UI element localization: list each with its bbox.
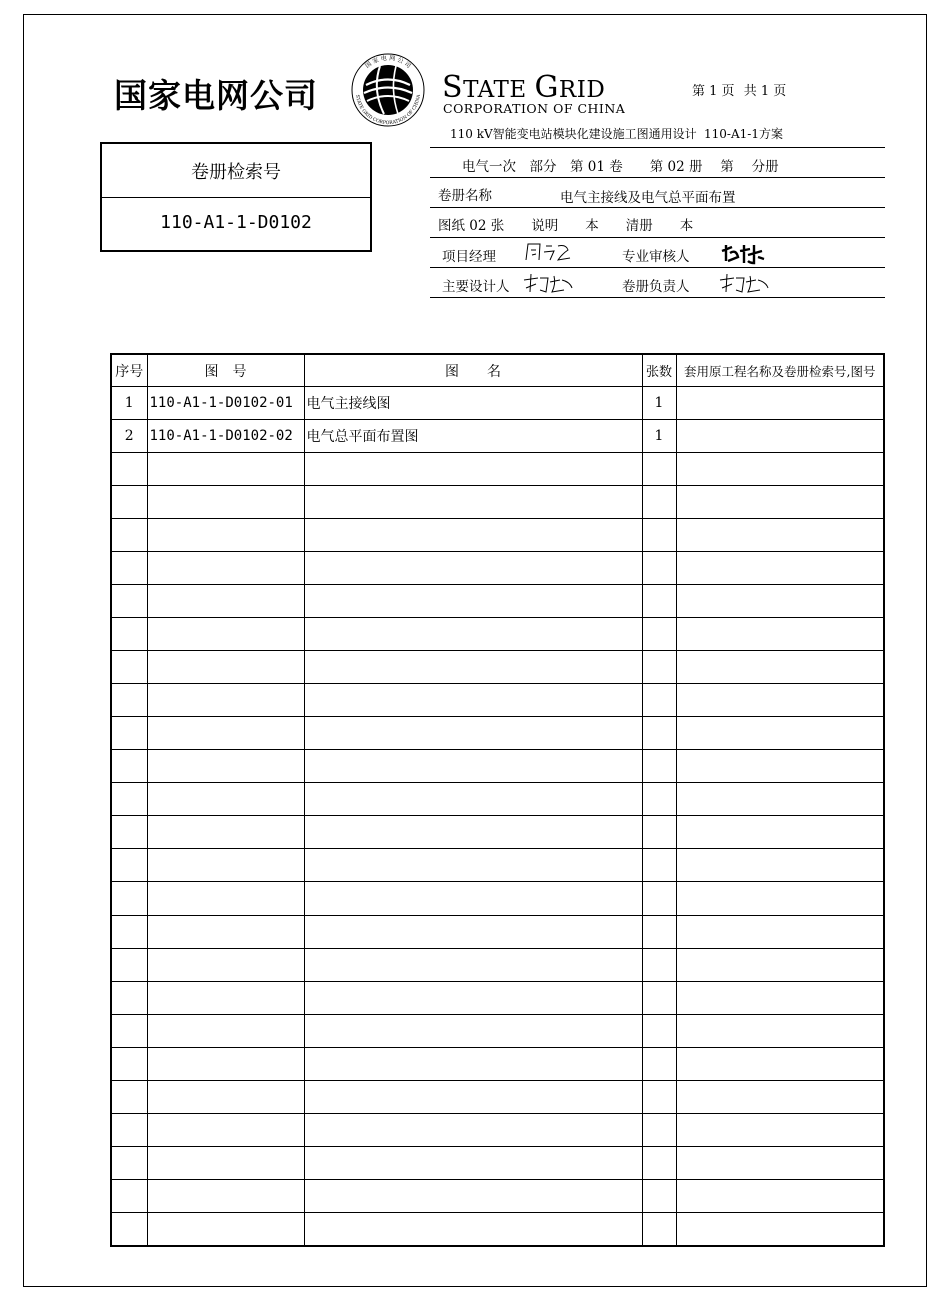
cell-drawing-no <box>147 453 304 486</box>
cell-drawing-no <box>147 816 304 849</box>
cell-drawing-no <box>147 1014 304 1047</box>
cell-sheet-count <box>642 618 676 651</box>
cell-sheet-count <box>642 1179 676 1212</box>
cell-seq <box>111 1179 147 1212</box>
page-total: 共 1 页 <box>743 84 787 99</box>
cell-reference <box>676 717 884 750</box>
volume-name-value: 电气主接线及电气总平面布置 <box>560 190 736 206</box>
cell-drawing-name <box>304 915 642 948</box>
cell-reference <box>676 882 884 915</box>
table-row <box>111 849 884 882</box>
volume-index-box <box>100 142 372 252</box>
cell-drawing-name <box>304 519 642 552</box>
cell-drawing-name <box>304 783 642 816</box>
cell-reference <box>676 1146 884 1179</box>
cell-sheet-count <box>642 552 676 585</box>
cell-sheet-count <box>642 1146 676 1179</box>
table-row <box>111 651 884 684</box>
cell-drawing-no: 110-A1-1-D0102-02 <box>147 420 304 453</box>
volume-lead-signature <box>718 270 770 296</box>
cell-drawing-no <box>147 1212 304 1246</box>
cell-drawing-name <box>304 882 642 915</box>
cell-sheet-count <box>642 783 676 816</box>
cell-sheet-count <box>642 1080 676 1113</box>
cell-seq <box>111 1014 147 1047</box>
cell-reference <box>676 420 884 453</box>
project-manager-label: 项目经理 <box>442 249 496 265</box>
cell-seq <box>111 1047 147 1080</box>
cell-reference <box>676 1113 884 1146</box>
reviewer-label: 专业审核人 <box>622 249 690 265</box>
cell-seq <box>111 717 147 750</box>
cell-drawing-name <box>304 849 642 882</box>
cell-drawing-no: 110-A1-1-D0102-01 <box>147 387 304 420</box>
cell-drawing-no <box>147 1080 304 1113</box>
cell-drawing-name <box>304 717 642 750</box>
cell-drawing-no <box>147 783 304 816</box>
cell-drawing-no <box>147 618 304 651</box>
cell-reference <box>676 1212 884 1246</box>
cell-reference <box>676 486 884 519</box>
cell-seq <box>111 948 147 981</box>
table-row <box>111 981 884 1014</box>
cell-sheet-count <box>642 816 676 849</box>
cell-seq <box>111 1146 147 1179</box>
cell-drawing-no <box>147 684 304 717</box>
main-designer-label: 主要设计人 <box>442 279 510 295</box>
cell-reference <box>676 1080 884 1113</box>
table-row <box>111 453 884 486</box>
brand-name-en: STATE GRID <box>442 70 606 105</box>
cell-seq <box>111 981 147 1014</box>
project-title: 110 kV智能变电站模块化建设施工图通用设计 <box>450 127 697 141</box>
cell-reference <box>676 453 884 486</box>
table-row <box>111 585 884 618</box>
header-drawing-no: 图 号 <box>147 354 304 387</box>
cell-seq: 2 <box>111 420 147 453</box>
table-row <box>111 882 884 915</box>
cell-drawing-no <box>147 750 304 783</box>
cell-drawing-no <box>147 948 304 981</box>
cell-drawing-name <box>304 585 642 618</box>
table-row <box>111 948 884 981</box>
cell-sheet-count <box>642 1047 676 1080</box>
cell-reference <box>676 816 884 849</box>
cell-reference <box>676 618 884 651</box>
cell-sheet-count <box>642 717 676 750</box>
cell-drawing-no <box>147 651 304 684</box>
cell-drawing-name <box>304 1179 642 1212</box>
cell-reference <box>676 750 884 783</box>
table-row <box>111 1047 884 1080</box>
reviewer-signature <box>718 239 768 267</box>
drawing-list-table <box>110 353 885 1247</box>
table-row <box>111 387 884 420</box>
volume-lead-label: 卷册负责人 <box>622 279 690 295</box>
cell-drawing-no <box>147 981 304 1014</box>
table-row <box>111 420 884 453</box>
table-row <box>111 816 884 849</box>
cell-seq <box>111 1212 147 1246</box>
cell-reference <box>676 651 884 684</box>
cell-sheet-count <box>642 1212 676 1246</box>
cell-drawing-name <box>304 552 642 585</box>
cell-seq: 1 <box>111 387 147 420</box>
table-row <box>111 783 884 816</box>
cell-drawing-name <box>304 684 642 717</box>
table-row <box>111 717 884 750</box>
table-row <box>111 1014 884 1047</box>
cell-sheet-count: 1 <box>642 387 676 420</box>
cell-seq <box>111 453 147 486</box>
table-row <box>111 519 884 552</box>
cell-sheet-count <box>642 1014 676 1047</box>
cell-drawing-name <box>304 486 642 519</box>
cell-reference <box>676 948 884 981</box>
cell-sheet-count <box>642 981 676 1014</box>
title-block-rule <box>430 207 885 208</box>
title-block-rule <box>430 267 885 268</box>
cell-sheet-count <box>642 651 676 684</box>
table-row <box>111 684 884 717</box>
cell-drawing-name <box>304 816 642 849</box>
cell-drawing-name <box>304 618 642 651</box>
cell-drawing-name <box>304 948 642 981</box>
cell-drawing-name <box>304 1146 642 1179</box>
cell-sheet-count <box>642 882 676 915</box>
table-row <box>111 1179 884 1212</box>
header-reference: 套用原工程名称及卷册检索号,图号 <box>676 354 884 387</box>
cell-sheet-count <box>642 750 676 783</box>
cell-drawing-name <box>304 651 642 684</box>
logo-ring-text-top: 国 家 电 网 公 司 <box>364 54 412 70</box>
cell-seq <box>111 1080 147 1113</box>
table-row <box>111 1113 884 1146</box>
cell-reference <box>676 915 884 948</box>
cell-seq <box>111 1113 147 1146</box>
cell-reference <box>676 849 884 882</box>
cell-reference <box>676 981 884 1014</box>
cell-reference <box>676 1047 884 1080</box>
cell-drawing-name <box>304 1047 642 1080</box>
cell-drawing-name: 电气主接线图 <box>304 387 642 420</box>
title-block-rule <box>430 177 885 178</box>
cell-drawing-no <box>147 1113 304 1146</box>
cell-drawing-name: 电气总平面布置图 <box>304 420 642 453</box>
header-drawing-name: 图 名 <box>304 354 642 387</box>
company-name-cn: 国家电网公司 <box>114 76 318 115</box>
table-row <box>111 1146 884 1179</box>
cell-drawing-no <box>147 717 304 750</box>
cell-seq <box>111 816 147 849</box>
table-row <box>111 1080 884 1113</box>
cell-seq <box>111 750 147 783</box>
page-info <box>692 80 791 99</box>
table-row <box>111 915 884 948</box>
cell-seq <box>111 486 147 519</box>
cell-sheet-count <box>642 1113 676 1146</box>
cell-drawing-no <box>147 882 304 915</box>
cell-reference <box>676 585 884 618</box>
cell-drawing-name <box>304 1212 642 1246</box>
cell-sheet-count <box>642 519 676 552</box>
cell-drawing-name <box>304 981 642 1014</box>
cell-drawing-name <box>304 1014 642 1047</box>
table-row <box>111 618 884 651</box>
cell-drawing-no <box>147 1047 304 1080</box>
cell-reference <box>676 1014 884 1047</box>
cell-seq <box>111 849 147 882</box>
volume-index-label: 卷册检索号 <box>102 144 370 198</box>
page-number: 第 1 页 <box>692 84 735 99</box>
header-sheet-count: 张数 <box>642 354 676 387</box>
cell-reference <box>676 552 884 585</box>
volume-part-line: 电气一次 部分 第 01 卷 第 02 册 第 分册 <box>462 159 779 175</box>
cell-sheet-count <box>642 486 676 519</box>
table-row <box>111 750 884 783</box>
cell-seq <box>111 882 147 915</box>
state-grid-logo-icon <box>350 52 426 128</box>
cell-seq <box>111 552 147 585</box>
cell-drawing-no <box>147 915 304 948</box>
cell-sheet-count <box>642 915 676 948</box>
table-row <box>111 1212 884 1246</box>
project-manager-signature <box>522 238 574 266</box>
cell-reference <box>676 684 884 717</box>
cell-sheet-count <box>642 948 676 981</box>
cell-seq <box>111 519 147 552</box>
cell-drawing-no <box>147 585 304 618</box>
cell-sheet-count <box>642 585 676 618</box>
volume-index-value: 110-A1-1-D0102 <box>160 212 312 233</box>
main-designer-signature <box>522 270 574 296</box>
table-row <box>111 486 884 519</box>
cell-sheet-count <box>642 684 676 717</box>
cell-seq <box>111 915 147 948</box>
volume-name-label: 卷册名称 <box>438 188 492 204</box>
header-seq: 序号 <box>111 354 147 387</box>
cell-drawing-name <box>304 1113 642 1146</box>
title-block-rule <box>430 237 885 238</box>
cell-seq <box>111 783 147 816</box>
cell-drawing-no <box>147 1179 304 1212</box>
logo-ring-text-bottom: STATE GRID CORPORATION OF CHINA <box>354 94 422 127</box>
cell-drawing-name <box>304 453 642 486</box>
cell-sheet-count <box>642 453 676 486</box>
table-row <box>111 552 884 585</box>
cell-sheet-count: 1 <box>642 420 676 453</box>
cell-drawing-no <box>147 849 304 882</box>
title-block-rule <box>430 147 885 148</box>
table-header-row <box>111 354 884 387</box>
sheet-count-line: 图纸 02 张 说明 本 清册 本 <box>438 218 694 234</box>
cell-drawing-no <box>147 519 304 552</box>
cell-drawing-no <box>147 1146 304 1179</box>
cell-reference <box>676 1179 884 1212</box>
cell-seq <box>111 651 147 684</box>
cell-reference <box>676 387 884 420</box>
cell-sheet-count <box>642 849 676 882</box>
brand-subtitle: CORPORATION OF CHINA <box>443 101 626 116</box>
cell-seq <box>111 618 147 651</box>
cell-reference <box>676 519 884 552</box>
cell-drawing-name <box>304 750 642 783</box>
cell-drawing-name <box>304 1080 642 1113</box>
cell-drawing-no <box>147 552 304 585</box>
scheme-title: 110-A1-1方案 <box>704 127 783 141</box>
cell-drawing-no <box>147 486 304 519</box>
cell-seq <box>111 585 147 618</box>
cell-seq <box>111 684 147 717</box>
cell-reference <box>676 783 884 816</box>
title-block-rule <box>430 297 885 298</box>
